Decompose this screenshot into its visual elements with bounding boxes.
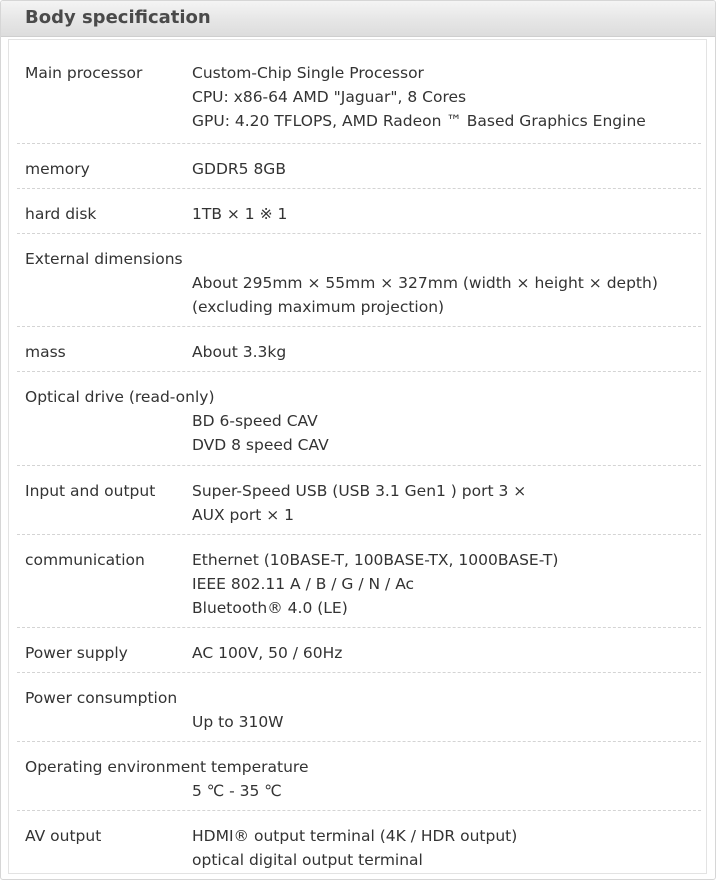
spec-table	[8, 39, 707, 874]
spec-value-line: Custom-Chip Single Processor	[192, 64, 424, 82]
spec-row-power-supply	[17, 628, 701, 673]
spec-value-line: optical digital output terminal	[192, 851, 423, 869]
spec-label: mass	[25, 343, 66, 361]
spec-label: Input and output	[25, 482, 156, 500]
spec-value	[192, 157, 286, 181]
spec-value	[192, 409, 329, 457]
spec-value	[192, 340, 286, 364]
spec-row-mass	[17, 327, 701, 372]
panel-header	[1, 1, 715, 37]
spec-value	[192, 202, 287, 226]
spec-row-av-output	[17, 811, 701, 880]
spec-value-line: DVD 8 speed CAV	[192, 436, 329, 454]
spec-label: Power supply	[25, 644, 128, 662]
spec-row-communication	[17, 535, 701, 628]
spec-value	[192, 271, 658, 319]
spec-value-line: AC 100V, 50 / 60Hz	[192, 644, 343, 662]
spec-label: communication	[25, 551, 145, 569]
spec-value-line: Super-Speed USB (USB 3.1 Gen1 ) port 3 ×	[192, 482, 527, 500]
spec-value	[192, 824, 517, 872]
spec-label: memory	[25, 160, 90, 178]
spec-value-line: (excluding maximum projection)	[192, 298, 445, 316]
spec-value-line: 1TB × 1 ※ 1	[192, 205, 288, 223]
spec-value-line: Up to 310W	[192, 713, 284, 731]
spec-label: AV output	[25, 827, 102, 845]
spec-label: Power consumption	[25, 689, 178, 707]
spec-row-hard-disk	[17, 189, 701, 234]
spec-value-line: HDMI® output terminal (4K / HDR output)	[192, 827, 518, 845]
spec-value	[192, 641, 342, 665]
spec-row-input-output	[17, 466, 701, 535]
spec-row-memory	[17, 144, 701, 189]
spec-value-line: About 295mm × 55mm × 327mm (width × height × depth)	[192, 274, 658, 292]
spec-value-line: Bluetooth® 4.0 (LE)	[192, 599, 348, 617]
panel-title: Body specification	[25, 7, 211, 28]
spec-value	[192, 479, 526, 527]
spec-label: Main processor	[25, 64, 143, 82]
spec-value	[192, 779, 282, 803]
spec-value-line: GPU: 4.20 TFLOPS, AMD Radeon ™ Based Graphics Engine	[192, 112, 646, 130]
spec-value	[192, 61, 646, 133]
spec-value-line: GDDR5 8GB	[192, 160, 286, 178]
spec-label: Optical drive (read-only)	[25, 388, 215, 406]
spec-label: hard disk	[25, 205, 97, 223]
spec-value-line: Ethernet (10BASE-T, 100BASE-TX, 1000BASE-T)	[192, 551, 559, 569]
spec-label: External dimensions	[25, 250, 183, 268]
spec-value	[192, 710, 284, 734]
spec-value-line: BD 6-speed CAV	[192, 412, 318, 430]
spec-label: Operating environment temperature	[25, 758, 309, 776]
spec-value-line: CPU: x86-64 AMD "Jaguar", 8 Cores	[192, 88, 467, 106]
spec-row-external-dimensions	[17, 234, 701, 327]
spec-rows	[17, 48, 701, 880]
spec-value-line: AUX port × 1	[192, 506, 294, 524]
spec-value-line: IEEE 802.11 A / B / G / N / Ac	[192, 575, 415, 593]
spec-value-line: About 3.3kg	[192, 343, 287, 361]
spec-row-operating-temperature	[17, 742, 701, 811]
spec-row-main-processor	[17, 48, 701, 144]
spec-value-line: 5 ℃ - 35 ℃	[192, 782, 282, 800]
spec-row-power-consumption	[17, 673, 701, 742]
spec-row-optical-drive	[17, 372, 701, 466]
spec-value	[192, 548, 558, 620]
